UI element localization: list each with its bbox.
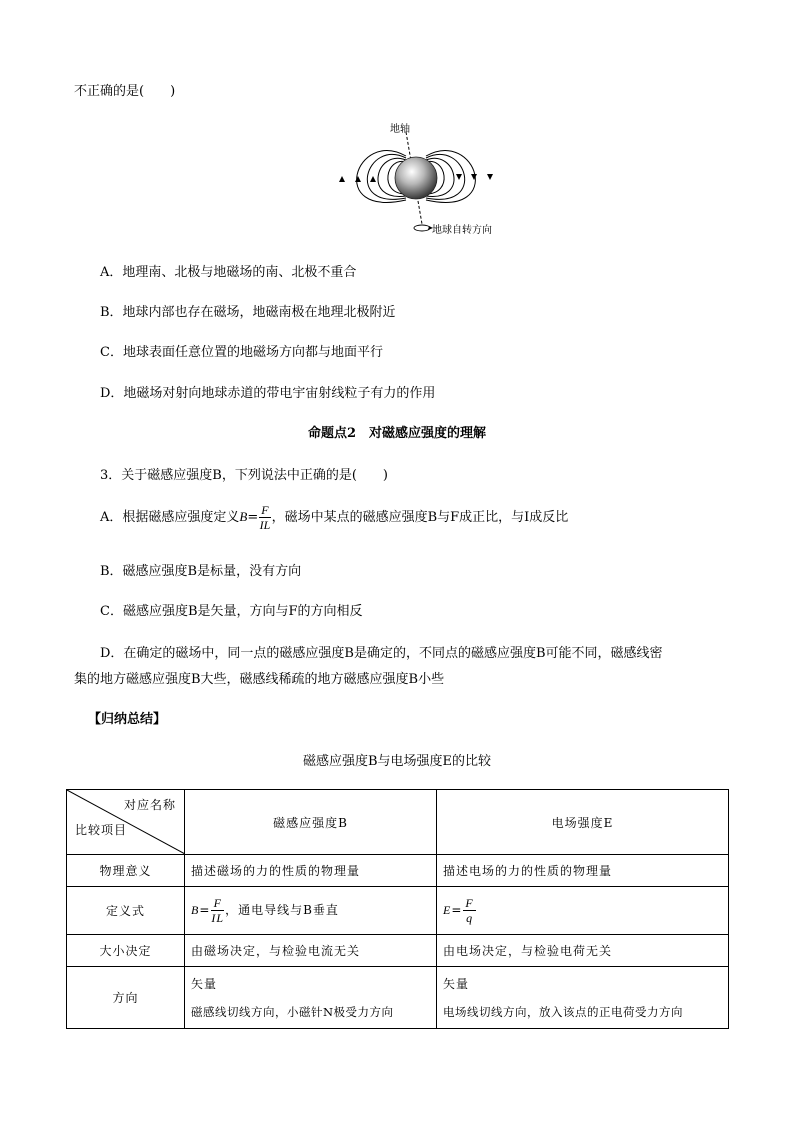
comparison-table: [66, 789, 729, 1029]
q3-option-d-line2: 集的地方磁感应强度B大些，磁感线稀疏的地方磁感应强度B小些: [74, 672, 445, 687]
direction-b-line2: 磁感线切线方向，小磁针N极受力方向: [191, 1005, 394, 1019]
magnitude-b: 由磁场决定，与检验电流无关: [185, 935, 437, 967]
def-e-fraction: [463, 897, 475, 924]
direction-e-line2: 电场线切线方向，放入该点的正电荷受力方向: [443, 1005, 683, 1019]
definition-b: [185, 887, 437, 935]
earth-field-diagram: [336, 118, 496, 238]
q3-option-d-line1: D．在确定的磁场中，同一点的磁感应强度B是确定的，不同点的磁感应强度B可能不同，磁感线密: [100, 646, 663, 661]
physics-b: 描述磁场的力的性质的物理量: [185, 855, 437, 887]
direction-e: [437, 967, 729, 1029]
physics-e: 描述电场的力的性质的物理量: [437, 855, 729, 887]
summary-heading: 【归纳总结】: [88, 712, 167, 727]
row-label-direction: 方向: [67, 967, 185, 1029]
table-caption: 磁感应强度B与电场强度E的比较: [302, 754, 492, 769]
q3-a-fraction: [259, 504, 270, 531]
q2-option-d: D．地磁场对射向地球赤道的带电宇宙射线粒子有力的作用: [100, 386, 436, 401]
section-title: 命题点2 对磁感应强度的理解: [307, 426, 487, 441]
magnitude-e: 由电场决定，与检验电荷无关: [437, 935, 729, 967]
corner-cell: [67, 790, 185, 855]
table-row: [67, 935, 729, 967]
q3-option-b: B．磁感应强度B是标量，没有方向: [100, 564, 302, 579]
definition-e: [437, 887, 729, 935]
q3-a-prefix: A．根据磁感应强度定义: [100, 510, 240, 525]
header-e: 电场强度E: [437, 790, 729, 855]
rotation-icon: [414, 225, 430, 231]
corner-bottom-label: 比较项目: [75, 823, 128, 837]
rotation-label: 地球自转方向: [432, 225, 492, 236]
def-b-note: ，通电导线与B垂直: [225, 903, 339, 917]
q3-a-suffix: ，磁场中某点的磁感应强度B与F成正比，与I成反比: [271, 510, 569, 525]
def-b-num: F: [211, 897, 224, 911]
def-e-den: q: [466, 911, 474, 925]
direction-b: [185, 967, 437, 1029]
def-e-num: F: [465, 896, 474, 910]
q3-a-num: F: [261, 503, 269, 517]
q3-option-a: [100, 504, 568, 531]
q3-a-eq: =: [247, 510, 259, 525]
def-b-den: IL: [211, 911, 225, 925]
header-b: 磁感应强度B: [185, 790, 437, 855]
row-label-magnitude: 大小决定: [67, 935, 185, 967]
def-e-eq: =: [451, 903, 463, 917]
earth-sphere: [395, 157, 437, 199]
def-b-var: B: [191, 903, 200, 917]
table-header-row: [67, 790, 729, 855]
row-label-physics: 物理意义: [67, 855, 185, 887]
q3-option-c: C．磁感应强度B是矢量，方向与F的方向相反: [100, 604, 363, 619]
earth-magnetic-field-figure: [336, 118, 496, 238]
table-row: [67, 887, 729, 935]
table-row: [67, 855, 729, 887]
earth-axis-label: 地轴: [390, 124, 410, 135]
row-label-definition: 定义式: [67, 887, 185, 935]
def-b-eq: =: [199, 903, 211, 917]
direction-e-line1: 矢量: [443, 977, 470, 991]
q3-a-var: B: [239, 509, 248, 524]
direction-b-line1: 矢量: [191, 977, 218, 991]
q3-stem: 3．关于磁感应强度B，下列说法中正确的是( ): [100, 468, 388, 483]
q2-option-c: C．地球表面任意位置的地磁场方向都与地面平行: [100, 345, 383, 360]
table-row: [67, 967, 729, 1029]
question-tail: 不正确的是( ): [74, 84, 176, 99]
corner-top-label: 对应名称: [123, 798, 176, 812]
q2-option-a: A．地理南、北极与地磁场的南、北极不重合: [100, 265, 357, 280]
q2-option-b: B．地球内部也存在磁场，地磁南极在地理北极附近: [100, 305, 396, 320]
q3-a-den: IL: [259, 518, 271, 532]
def-b-fraction: [211, 897, 224, 924]
def-e-var: E: [443, 903, 452, 917]
